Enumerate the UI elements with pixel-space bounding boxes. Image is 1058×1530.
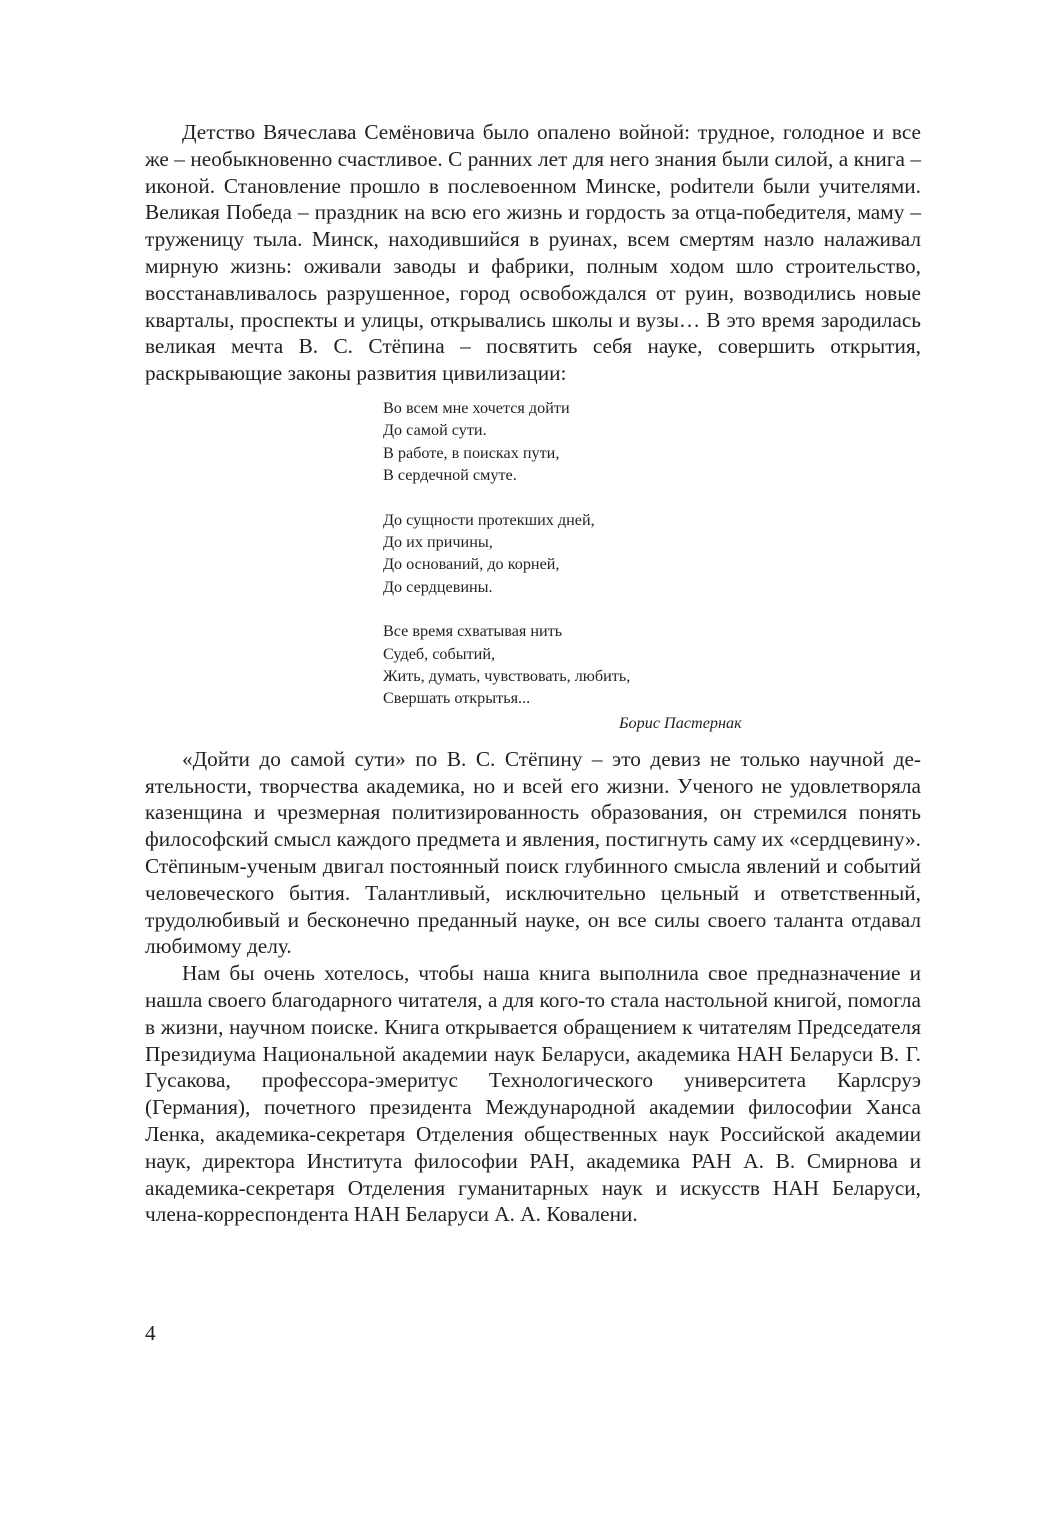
- poem-stanza: [383, 397, 921, 487]
- poem-line: До их причины,: [383, 533, 493, 551]
- poem-line: В сердечной смуте.: [383, 466, 517, 485]
- poem-line: В работе, в поисках пути,: [383, 443, 560, 462]
- poem-line: Свершать открытья...: [383, 689, 531, 708]
- poem-line: Во всем мне хочется дойти: [383, 398, 570, 417]
- paragraph-book-purpose: Нам бы очень хотелось, чтобы наша книга выполнила свое предназначение и нашла своего благодарного читателя, а для кого-то стала настольной книгой, помогла в жизни, научном поиске. Книга открывается обращением к читателям Председателя Президиума Национальной академии наук Беларуси, академика НАН Беларуси В. Г. Гусакова, профессора-эмеритус Технологического университета Карлсруэ (Германия), почетного президента Международной академии философии Ханса Ленка, академика-секретаря Отделения общественных наук Российской академии наук, директора Института философии РАН, академика РАН А. В. Смирнова и академика-секретаря Отделения гуманитарных наук и искусств НАН Беларуси, члена-корреспондента НАН Беларуси А. А. Ковалени.: [145, 961, 921, 1227]
- poem-line: Судеб, событий,: [383, 644, 496, 663]
- poem-stanza: [383, 509, 921, 599]
- paragraph-motto: «Дойти до самой сути» по В. С. Стёпину – это девиз не только научной деятельности, творчества академика, но и всей его жизни. Ученого не удовлетворяла казенщина и чрезмерная политизированность образования, он стремился понять философский смысл каждого предмета и явления, постигнуть саму их «сердцевину». Стёпиным-ученым двигал постоянный поиск глубинного смысла явлений и событий человеческого бытия. Талантливый, исключительно цельный и ответственный, трудолюбивый и бесконечно преданный науке, он все силы своего таланта отдавал любимому делу.: [145, 746, 921, 959]
- page-number: 4: [145, 1321, 156, 1345]
- poem-line: До сущности протекших дней,: [383, 510, 595, 529]
- poem-line: До сердцевины.: [383, 577, 493, 596]
- poem-line: До самой сути.: [383, 421, 487, 440]
- poem-line: Все время схватывая нить: [383, 622, 563, 641]
- poem-line: Жить, думать, чувствовать, любить,: [383, 667, 631, 686]
- page-body: [145, 119, 921, 1228]
- poem-author: Борис Пастернак: [619, 713, 742, 732]
- poem-stanza: [383, 620, 921, 710]
- section-spacer: [145, 734, 921, 746]
- poem-line: До оснований, до корней,: [383, 555, 560, 574]
- paragraph-childhood: Детство Вячеслава Семёновича было опалено войной: трудное, голодное и все же – необыкновенно счастливое. С ранних лет для него знания были силой, а книга – иконой. Становление прошло в послевоенном Минске, роdители были учителями. Великая Победа – праздник на всю его жизнь и гордость за отца-победителя, маму – труженицу тыла. Минск, находившийся в руинах, всем смертям назло налаживал мирную жизнь: оживали заводы и фабрики, полным ходом шло строительство, восстанавливалось разрушенное, город освобождался от руин, возводились новые кварталы, проспекты и улицы, открывались школы и вузы… В это время зародилась великая мечта В. С. Стёпина – посвятить себя науке, совершить открытия, раскрывающие законы развития цивилизации:: [145, 120, 921, 386]
- poem-epigraph: [383, 397, 921, 734]
